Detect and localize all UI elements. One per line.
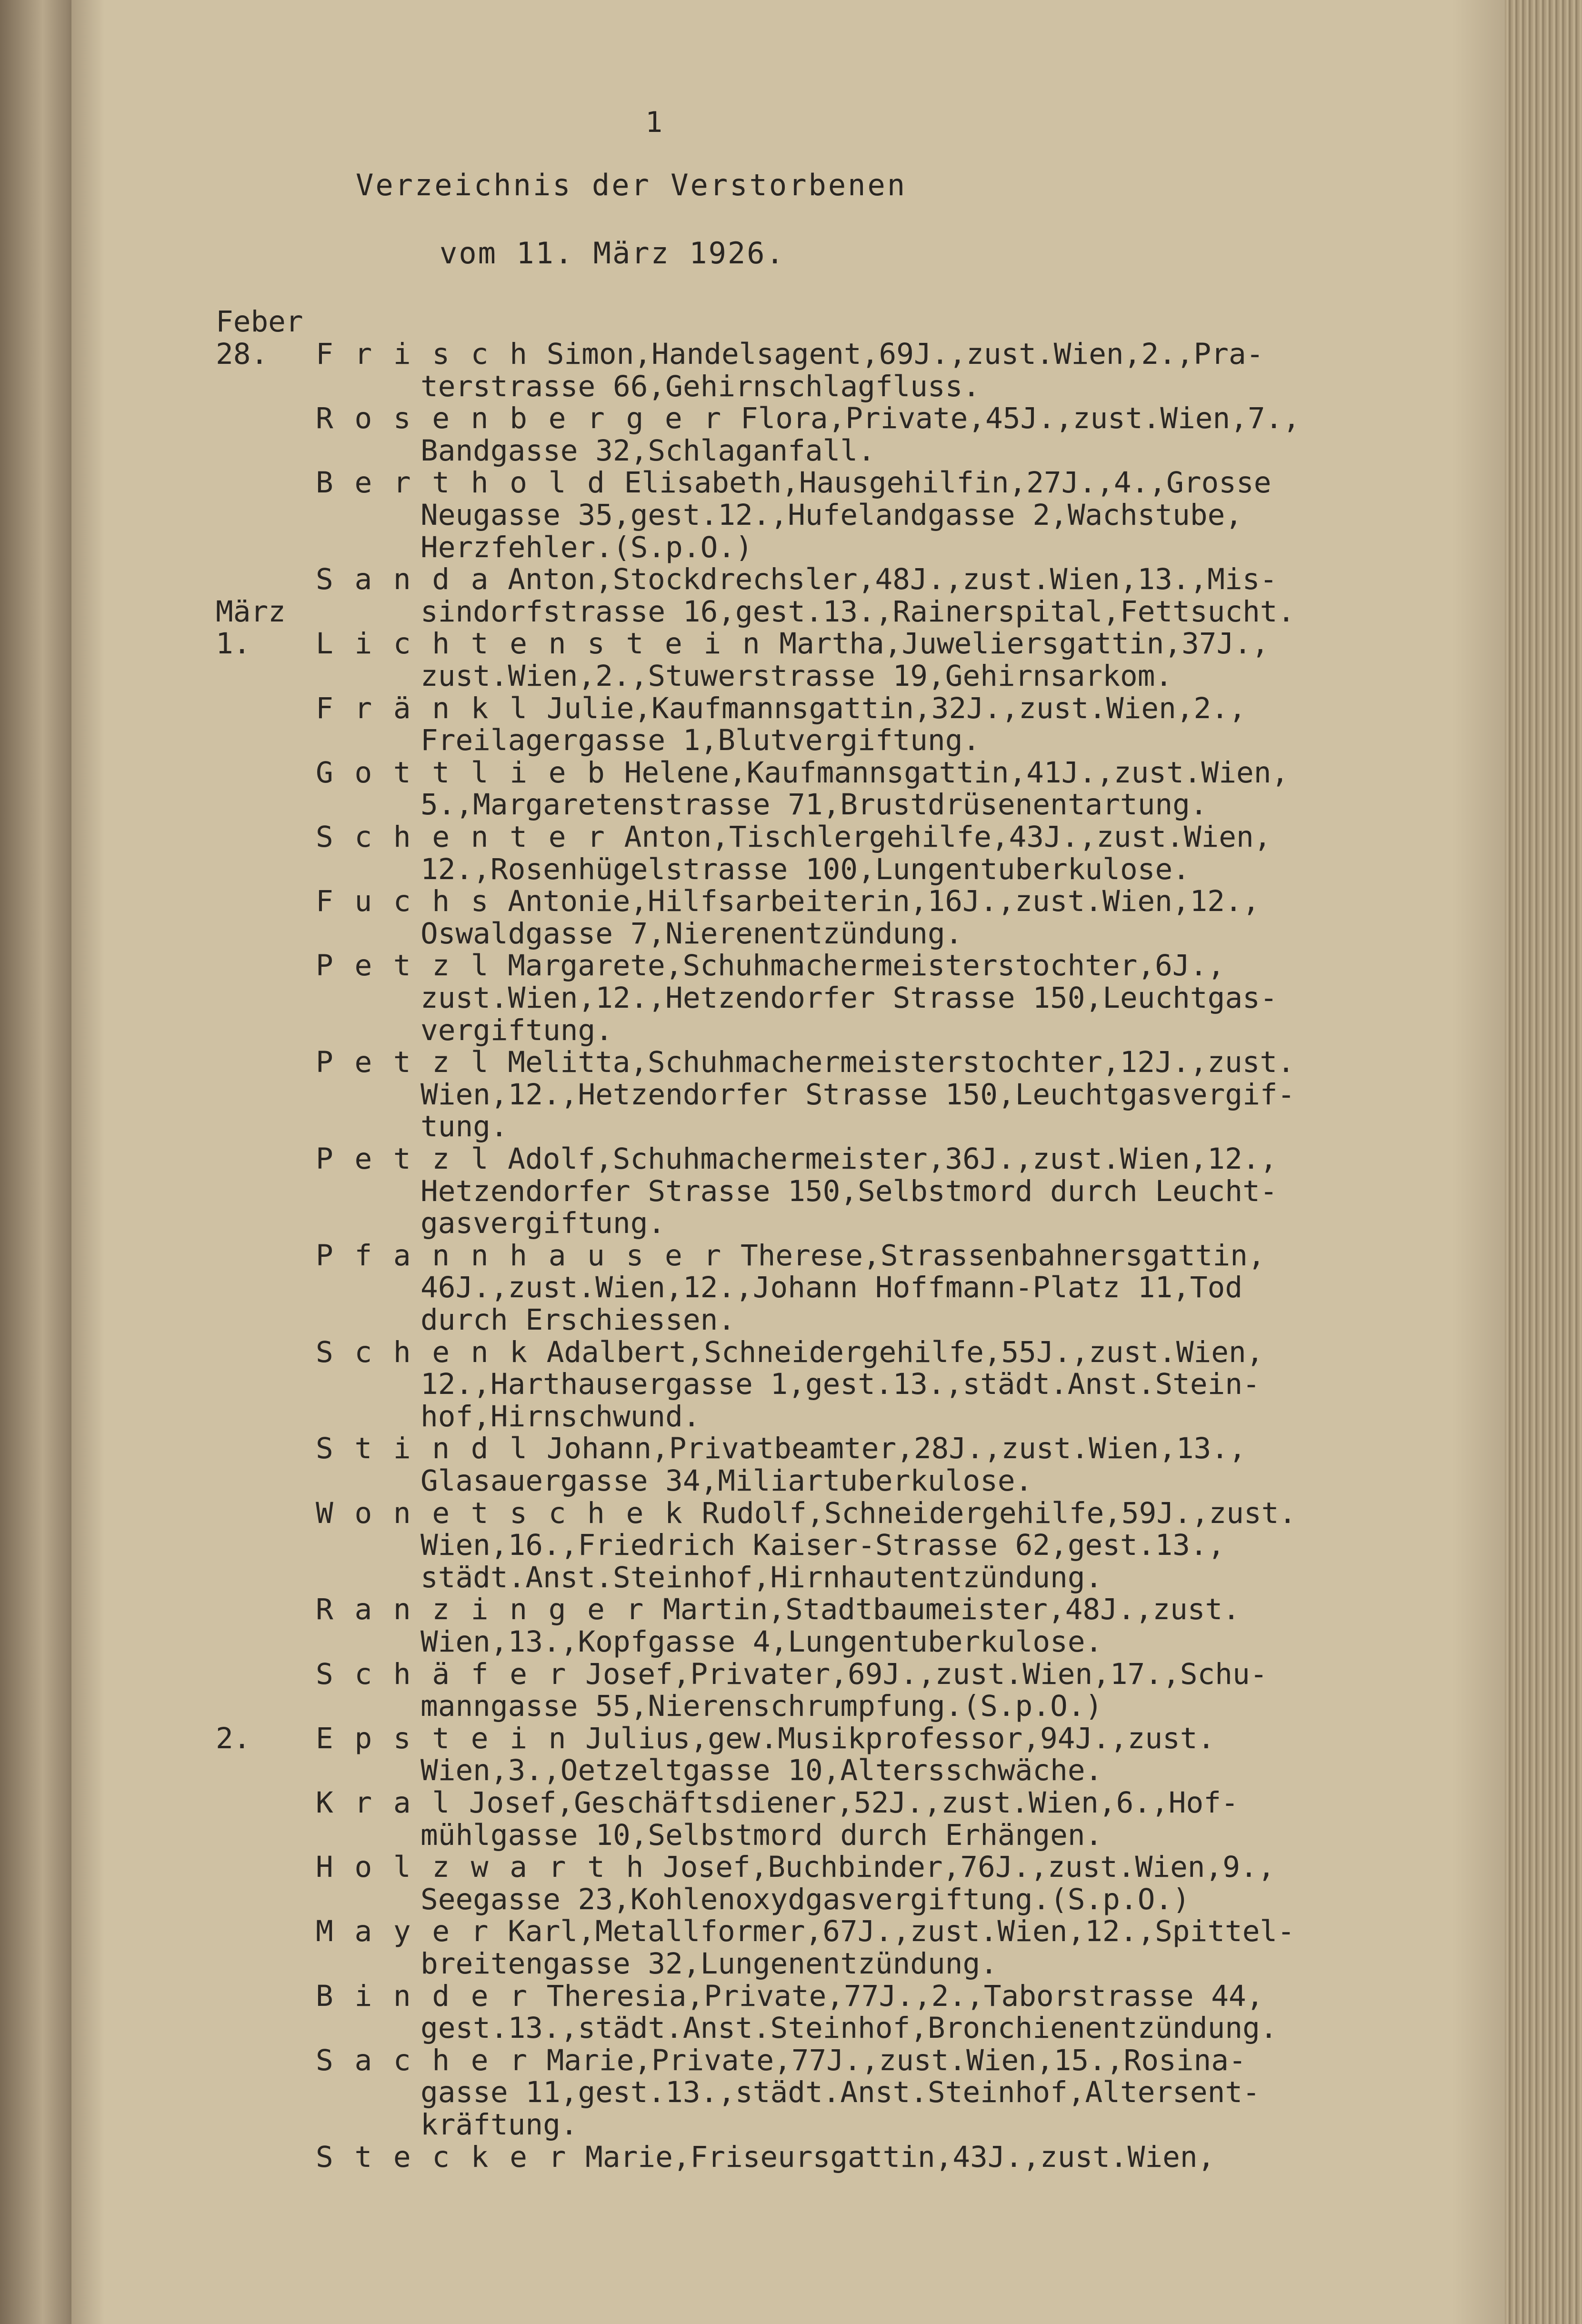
entry-line: [421, 981, 1278, 1015]
entry-text: Melitta,Schuhmachermeisterstochter,12J.,zust.: [490, 1045, 1295, 1080]
entry-line: [421, 788, 1208, 822]
entry-line: [421, 916, 963, 951]
entry-line: [316, 562, 1278, 597]
document-page: [71, 0, 1505, 2324]
entry-text: Anton,Stockdrechsler,48J.,zust.Wien,13.,Mis-: [490, 562, 1278, 597]
entry-text: zust.Wien,12.,Hetzendorfer Strasse 150,Leuchtgas-: [421, 981, 1278, 1015]
date-label: Feber: [216, 305, 303, 339]
entry-surname: E p s t e i n: [316, 1721, 568, 1755]
entry-line: [421, 1399, 701, 1433]
entry-line: [316, 1914, 1295, 1949]
entry-line: [421, 433, 875, 468]
entry-text: Herzfehler.(S.p.O.): [421, 530, 753, 564]
entry-surname: S a n d a: [316, 562, 491, 597]
entry-text: breitengasse 32,Lungenentzündung.: [421, 1947, 998, 1981]
entry-text: 46J.,zust.Wien,12.,Johann Hoffmann-Platz 11,Tod: [421, 1271, 1243, 1305]
entry-line: [421, 723, 981, 758]
entry-line: [316, 1432, 1246, 1466]
date-label: 28.: [216, 337, 269, 371]
entry-line: [421, 661, 1172, 691]
left-page-edge: [0, 0, 71, 2324]
entry-text: tung.: [421, 1110, 508, 1144]
entry-line: [316, 1657, 1268, 1691]
entry-text: Wien,16.,Friedrich Kaiser-Strasse 62,gest.13.,: [421, 1528, 1225, 1563]
entry-line: [421, 498, 1243, 532]
entry-surname: W o n e t s c h e k: [316, 1496, 684, 1530]
entry-line: [421, 2013, 1278, 2043]
entry-text: Theresia,Private,77J.,2.,Taborstrasse 44,: [529, 1979, 1264, 2013]
entry-line: [316, 884, 1260, 919]
entry-text: Wien,12.,Hetzendorfer Strasse 150,Leuchtgasvergif-: [421, 1077, 1295, 1112]
entry-line: [421, 1625, 1103, 1659]
entry-text: hof,Hirnschwund.: [421, 1399, 701, 1433]
entry-line: [421, 1271, 1243, 1305]
entry-text: Julie,Kaufmannsgattin,32J.,zust.Wien,2.,: [529, 691, 1246, 725]
entry-line: [421, 2075, 1260, 2110]
entry-text: sindorfstrasse 16,gest.13.,Rainerspital,Fettsucht.: [421, 594, 1295, 629]
entry-line: [421, 1753, 1103, 1788]
entry-surname: B i n d e r: [316, 1979, 529, 2013]
entry-line: [421, 1818, 1103, 1852]
entry-line: [421, 1560, 1103, 1594]
entry-line: [316, 820, 1272, 854]
entry-line: [316, 949, 1225, 983]
entry-line: [316, 627, 1269, 661]
entry-line: [316, 1786, 1239, 1820]
entry-line: [316, 691, 1246, 725]
entry-line: [421, 594, 1295, 629]
entry-text: kräftung.: [421, 2108, 578, 2142]
entry-text: Karl,Metallformer,67J.,zust.Wien,12.,Spittel-: [490, 1914, 1295, 1949]
entry-text: Seegasse 23,Kohlenoxydgasvergiftung.(S.p.O.): [421, 1882, 1190, 1916]
entry-text: Flora,Private,45J.,zust.Wien,7.,: [723, 401, 1301, 436]
entry-line: [316, 337, 1264, 371]
page-number: 1: [645, 106, 663, 139]
entry-line: [421, 1206, 666, 1241]
entry-text: Martin,Stadtbaumeister,48J.,zust.: [645, 1593, 1240, 1627]
entry-text: Adolf,Schuhmachermeister,36J.,zust.Wien,12.,: [490, 1142, 1278, 1176]
entry-line: [316, 1045, 1295, 1080]
entry-surname: S t i n d l: [316, 1432, 529, 1466]
entry-line: [316, 755, 1289, 790]
entry-line: [421, 530, 753, 564]
entry-line: [316, 1238, 1265, 1272]
entry-text: Marie,Private,77J.,zust.Wien,15.,Rosina-: [529, 2043, 1246, 2077]
entry-text: Bandgasse 32,Schlaganfall.: [421, 433, 875, 468]
entry-text: Rudolf,Schneidergehilfe,59J.,zust.: [684, 1496, 1297, 1530]
entry-surname: P e t z l: [316, 949, 491, 983]
document-title: Verzeichnis der Verstorbenen: [356, 168, 907, 202]
entry-surname: K r a l: [316, 1786, 452, 1820]
entry-line: [316, 2140, 1215, 2174]
entry-line: [421, 1303, 736, 1337]
entry-text: Hetzendorfer Strasse 150,Selbstmord durch Leucht-: [421, 1174, 1278, 1208]
entry-text: 12.,Harthausergasse 1,gest.13.,städt.Anst.Stein-: [421, 1367, 1260, 1402]
entry-text: vergiftung.: [421, 1013, 613, 1047]
entry-line: [421, 1528, 1225, 1563]
entry-text: Martha,Juweliersgattin,37J.,: [761, 627, 1269, 661]
entry-line: [316, 1850, 1275, 1884]
entry-text: gasvergiftung.: [421, 1206, 666, 1241]
entry-surname: F r i s c h: [316, 337, 529, 371]
entry-line: [421, 852, 1190, 886]
entry-line: [316, 1335, 1264, 1369]
entry-line: [316, 1496, 1297, 1530]
entry-surname: F u c h s: [316, 884, 491, 919]
entry-text: gasse 11,gest.13.,städt.Anst.Steinhof,Altersent-: [421, 2075, 1260, 2110]
entry-line: [421, 1464, 1033, 1498]
entry-text: Adalbert,Schneidergehilfe,55J.,zust.Wien,: [529, 1335, 1264, 1369]
entry-text: gest.13.,städt.Anst.Steinhof,Bronchienentzündung.: [421, 2011, 1278, 2045]
entry-surname: L i c h t e n s t e i n: [316, 627, 762, 661]
entry-text: Neugasse 35,gest.12.,Hufelandgasse 2,Wachstube,: [421, 498, 1243, 532]
entry-text: Therese,Strassenbahnersgattin,: [723, 1238, 1265, 1272]
entry-line: [316, 2043, 1246, 2077]
entry-text: Josef,Geschäftsdiener,52J.,zust.Wien,6.,Hof-: [451, 1786, 1239, 1820]
entry-text: Simon,Handelsagent,69J.,zust.Wien,2.,Pra-: [529, 337, 1264, 371]
entry-text: Elisabeth,Hausgehilfin,27J.,4.,Grosse: [606, 466, 1272, 500]
entry-line: [421, 1947, 998, 1981]
entry-line: [316, 466, 1272, 500]
entry-surname: H o l z w a r t h: [316, 1850, 646, 1884]
entry-surname: B e r t h o l d: [316, 466, 607, 500]
entry-text: Julius,gew.Musikprofessor,94J.,zust.: [568, 1721, 1215, 1755]
entry-surname: S c h e n k: [316, 1335, 529, 1369]
entry-text: städt.Anst.Steinhof,Hirnhautentzündung.: [421, 1560, 1103, 1594]
entry-surname: F r ä n k l: [316, 691, 529, 725]
entry-surname: S a c h e r: [316, 2043, 529, 2077]
entry-text: Margarete,Schuhmachermeisterstochter,6J.,: [490, 949, 1225, 983]
entry-line: [421, 1110, 508, 1144]
entry-text: Helene,Kaufmannsgattin,41J.,zust.Wien,: [606, 755, 1289, 790]
entry-surname: M a y e r: [316, 1914, 491, 1949]
entry-surname: S c h e n t e r: [316, 820, 607, 854]
entry-line: [421, 1689, 1103, 1723]
entry-line: [316, 1979, 1264, 2013]
entry-line: [421, 1882, 1190, 1916]
entry-text: Josef,Privater,69J.,zust.Wien,17.,Schu-: [568, 1657, 1268, 1691]
stacked-page-edges: [1505, 0, 1582, 2324]
entry-text: zust.Wien,2.,Stuwerstrasse 19,Gehirnsarkom.: [421, 659, 1173, 693]
entry-text: 5.,Margaretenstrasse 71,Brustdrüsenentartung.: [421, 788, 1208, 822]
date-label: 1.: [216, 627, 251, 661]
entry-line: [421, 1077, 1295, 1112]
entry-surname: S c h ä f e r: [316, 1657, 568, 1691]
entry-line: [316, 1721, 1215, 1755]
date-label: 2.: [216, 1721, 251, 1755]
entry-text: durch Erschiessen.: [421, 1303, 736, 1337]
entry-text: Antonie,Hilfsarbeiterin,16J.,zust.Wien,12.,: [490, 884, 1260, 919]
entry-surname: P f a n n h a u s e r: [316, 1238, 723, 1272]
entry-line: [421, 1174, 1278, 1208]
entry-text: manngasse 55,Nierenschrumpfung.(S.p.O.): [421, 1689, 1103, 1723]
entry-surname: P e t z l: [316, 1045, 491, 1080]
entry-text: 12.,Rosenhügelstrasse 100,Lungentuberkulose.: [421, 852, 1190, 886]
entry-line: [316, 1593, 1240, 1627]
entry-text: Freilagergasse 1,Blutvergiftung.: [421, 723, 981, 758]
entry-line: [421, 1367, 1260, 1402]
entry-surname: S t e c k e r: [316, 2140, 568, 2174]
entry-text: mühlgasse 10,Selbstmord durch Erhängen.: [421, 1818, 1103, 1852]
entry-line: [316, 1142, 1278, 1176]
entry-text: terstrasse 66,Gehirnschlagfluss.: [421, 369, 981, 403]
date-label: März: [216, 594, 286, 629]
entry-text: Anton,Tischlergehilfe,43J.,zust.Wien,: [606, 820, 1272, 854]
entry-surname: R a n z i n g e r: [316, 1593, 646, 1627]
entry-surname: P e t z l: [316, 1142, 491, 1176]
entry-line: [316, 401, 1301, 436]
entry-text: Marie,Friseursgattin,43J.,zust.Wien,: [568, 2140, 1215, 2174]
entry-text: Johann,Privatbeamter,28J.,zust.Wien,13.,: [529, 1432, 1246, 1466]
entry-surname: R o s e n b e r g e r: [316, 401, 723, 436]
entry-text: Wien,3.,Oetzeltgasse 10,Altersschwäche.: [421, 1753, 1103, 1788]
entry-line: [421, 2108, 578, 2142]
entry-text: Glasauergasse 34,Miliartuberkulose.: [421, 1464, 1033, 1498]
entry-text: Oswaldgasse 7,Nierenentzündung.: [421, 916, 963, 951]
entry-text: Josef,Buchbinder,76J.,zust.Wien,9.,: [645, 1850, 1275, 1884]
entry-line: [421, 369, 981, 403]
document-subtitle: vom 11. März 1926.: [440, 236, 785, 270]
entry-surname: G o t t l i e b: [316, 755, 607, 790]
entry-line: [421, 1013, 613, 1047]
entry-text: Wien,13.,Kopfgasse 4,Lungentuberkulose.: [421, 1625, 1103, 1659]
